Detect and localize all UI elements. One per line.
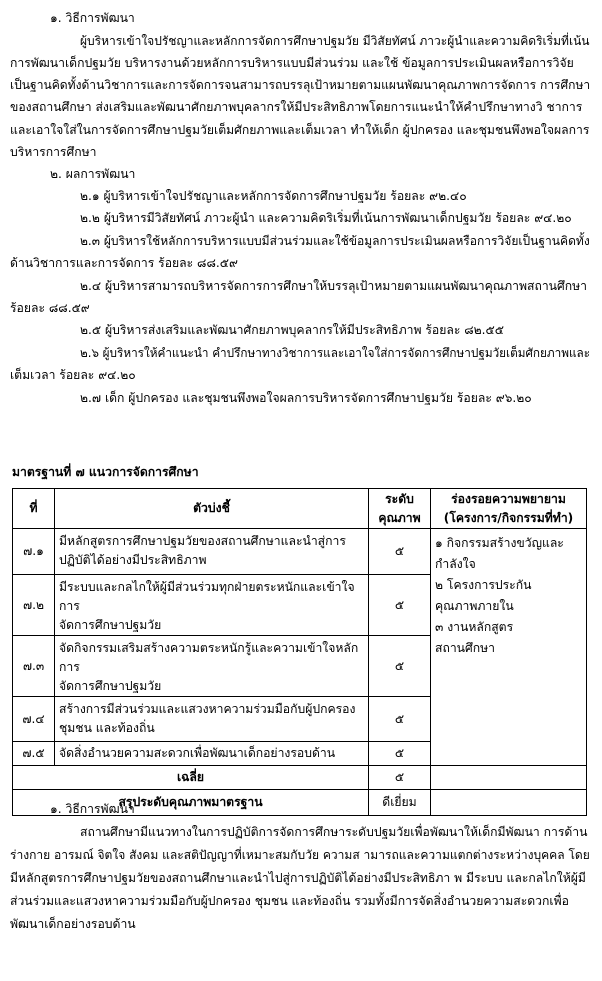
result-line: ๒.๔ ผู้บริหารสามารถบริหารจัดการการศึกษาให้บรรลุเป้าหมายตามแผนพัฒนาคุณภาพสถานศึกษา bbox=[80, 279, 588, 293]
summary-value: ดีเยี่ยม bbox=[369, 790, 431, 816]
activity-line: สถานศึกษา bbox=[435, 641, 495, 655]
row-indicator: จัดกิจกรรมเสริมสร้างความตระหนักรู้และความเข้าใจหลักการ จัดการศึกษาปฐมวัย bbox=[55, 636, 369, 697]
method-line: บริหารการศึกษา bbox=[10, 145, 97, 159]
activity-line: ๑ กิจกรรมสร้างขวัญและ bbox=[435, 536, 564, 550]
method-line-2: ร่างกาย อารมณ์ จิตใจ สังคม และสติปัญญาที่เหมาะสมกับวัย ความส ามารถและความแตกต่างระหว่างบุคคล โดย bbox=[10, 848, 590, 862]
row-indicator: สร้างการมีส่วนร่วมและแสวงหาความร่วมมือกับผู้ปกครอง ชุมชน และท้องถิ่น bbox=[55, 697, 369, 742]
result-line: ๒.๓ ผู้บริหารใช้หลักการบริหารแบบมีส่วนร่วมและใช้ข้อมูลการประเมินผลหรือการวิจัยเป็นฐานคิดทั้ง bbox=[80, 234, 590, 248]
result-line: ด้านวิชาการและการจัดการ ร้อยละ ๘๘.๕๙ bbox=[10, 256, 238, 270]
method-line: เป็นฐานคิดทั้งด้านวิชาการและการจัดการจนสามารถบรรลุเป้าหมายตามแผนพัฒนาคุณภาพการจัดการ การศึกษา bbox=[10, 78, 591, 92]
summary-blank bbox=[431, 790, 587, 816]
standard-table bbox=[12, 488, 587, 816]
row-indicator: มีระบบและกลไกให้ผู้มีส่วนร่วมทุกฝ่ายตระหนักและเข้าใจการ จัดการศึกษาปฐมวัย bbox=[55, 575, 369, 636]
result-line: ร้อยละ ๘๘.๕๙ bbox=[10, 301, 90, 315]
result-line: ๒.๖ ผู้บริหารให้คำแนะนำ คำปรึกษาทางวิชาการและเอาใจใส่การจัดการศึกษาปฐมวัยเต็มศักยภาพและ bbox=[80, 346, 591, 360]
activities-cell bbox=[431, 529, 587, 766]
method-heading-2: ๑. วิธีการพัฒนา bbox=[50, 802, 135, 816]
result-line: ๒.๕ ผู้บริหารส่งเสริมและพัฒนาศักยภาพบุคลากรให้มีประสิทธิภาพ ร้อยละ ๘๒.๕๕ bbox=[80, 323, 505, 337]
method-heading: ๑. วิธีการพัฒนา bbox=[50, 11, 135, 25]
summary-label: สรุประดับคุณภาพมาตรฐาน bbox=[13, 790, 369, 816]
row-no: ๗.๒ bbox=[13, 575, 55, 636]
row-no: ๗.๕ bbox=[13, 742, 55, 766]
method-line-2: สถานศึกษามีแนวทางในการปฏิบัติการจัดการศึกษาระดับปฐมวัยเพื่อพัฒนาให้เด็กมีพัฒนา การด้าน bbox=[80, 825, 588, 839]
activity-line: ๓ งานหลักสูตร bbox=[435, 620, 514, 634]
header-trace: ร่องรอยความพยายาม (โครงการ/กิจกรรมที่ทำ) bbox=[431, 489, 587, 529]
row-indicator: จัดสิ่งอำนวยความสะดวกเพื่อพัฒนาเด็กอย่างรอบด้าน bbox=[55, 742, 369, 766]
method-line: การพัฒนาเด็กปฐมวัย บริหารงานด้วยหลักการบริหารแบบมีส่วนร่วม และใช้ ข้อมูลการประเมินผลหรือการวิจัย bbox=[10, 56, 574, 70]
standard-title: มาตรฐานที่ ๗ แนวการจัดการศึกษา bbox=[12, 465, 199, 479]
activity-line: คุณภาพภายใน bbox=[435, 599, 514, 613]
row-level: ๕ bbox=[369, 742, 431, 766]
row-level: ๕ bbox=[369, 529, 431, 575]
row-no: ๗.๑ bbox=[13, 529, 55, 575]
table-row bbox=[13, 529, 587, 575]
header-no: ที่ bbox=[13, 489, 55, 529]
method-line: และเอาใจใส่ในการจัดการศึกษาปฐมวัยเต็มศักยภาพและเต็มเวลา ทำให้เด็ก ผู้ปกครอง และชุมชนพึงพอใจผลการ bbox=[10, 123, 590, 137]
activity-line: ๒ โครงการประกัน bbox=[435, 578, 532, 592]
row-no: ๗.๔ bbox=[13, 697, 55, 742]
row-level: ๕ bbox=[369, 575, 431, 636]
result-line: ๒.๒ ผู้บริหารมีวิสัยทัศน์ ภาวะผู้นำ และความคิดริเริ่มที่เน้นการพัฒนาเด็กปฐมวัย ร้อยละ ๙๔.๒๐ bbox=[80, 211, 572, 225]
average-row bbox=[13, 766, 587, 790]
method-line-2: พัฒนาเด็กอย่างรอบด้าน bbox=[10, 917, 136, 931]
average-value: ๕ bbox=[369, 766, 431, 790]
header-indicator: ตัวบ่งชี้ bbox=[55, 489, 369, 529]
table-header-row bbox=[13, 489, 587, 529]
method-line-2: ส่วนร่วมและแสวงหาความร่วมมือกับผู้ปกครอง ชุมชน และท้องถิ่น รวมทั้งมีการจัดสิ่งอำนวยความสะดวกเพื่อ bbox=[10, 894, 569, 908]
row-level: ๕ bbox=[369, 697, 431, 742]
method-line-2: มีหลักสูตรการศึกษาปฐมวัยของสถานศึกษาและนำไปสู่การปฏิบัติได้อย่างมีประสิทธิภา พ มีระบบ และกลไกให้ผู้มี bbox=[10, 871, 586, 885]
header-level: ระดับ คุณภาพ bbox=[369, 489, 431, 529]
row-level: ๕ bbox=[369, 636, 431, 697]
row-indicator: มีหลักสูตรการศึกษาปฐมวัยของสถานศึกษาและนำสู่การ ปฏิบัติได้อย่างมีประสิทธิภาพ bbox=[55, 529, 369, 575]
method-line: ผู้บริหารเข้าใจปรัชญาและหลักการจัดการศึกษาปฐมวัย มีวิสัยทัศน์ ภาวะผู้นำและความคิดริเริ่มที่เน้น bbox=[80, 34, 590, 48]
row-no: ๗.๓ bbox=[13, 636, 55, 697]
result-heading: ๒. ผลการพัฒนา bbox=[50, 167, 136, 181]
result-line: ๒.๑ ผู้บริหารเข้าใจปรัชญาและหลักการจัดการศึกษาปฐมวัย ร้อยละ ๙๒.๔๐ bbox=[80, 189, 467, 203]
result-line: ๒.๗ เด็ก ผู้ปกครอง และชุมชนพึงพอใจผลการบริหารจัดการศึกษาปฐมวัย ร้อยละ ๙๖.๒๐ bbox=[80, 391, 532, 405]
activity-line: กำลังใจ bbox=[435, 557, 476, 571]
average-label: เฉลี่ย bbox=[13, 766, 369, 790]
method-line: ของสถานศึกษา ส่งเสริมและพัฒนาศักยภาพบุคลากรให้มีประสิทธิภาพโดยการแนะนำให้คำปรึกษาทางวิ ชาการ bbox=[10, 100, 583, 114]
average-blank bbox=[431, 766, 587, 790]
result-line: เต็มเวลา ร้อยละ ๙๔.๒๐ bbox=[10, 368, 136, 382]
